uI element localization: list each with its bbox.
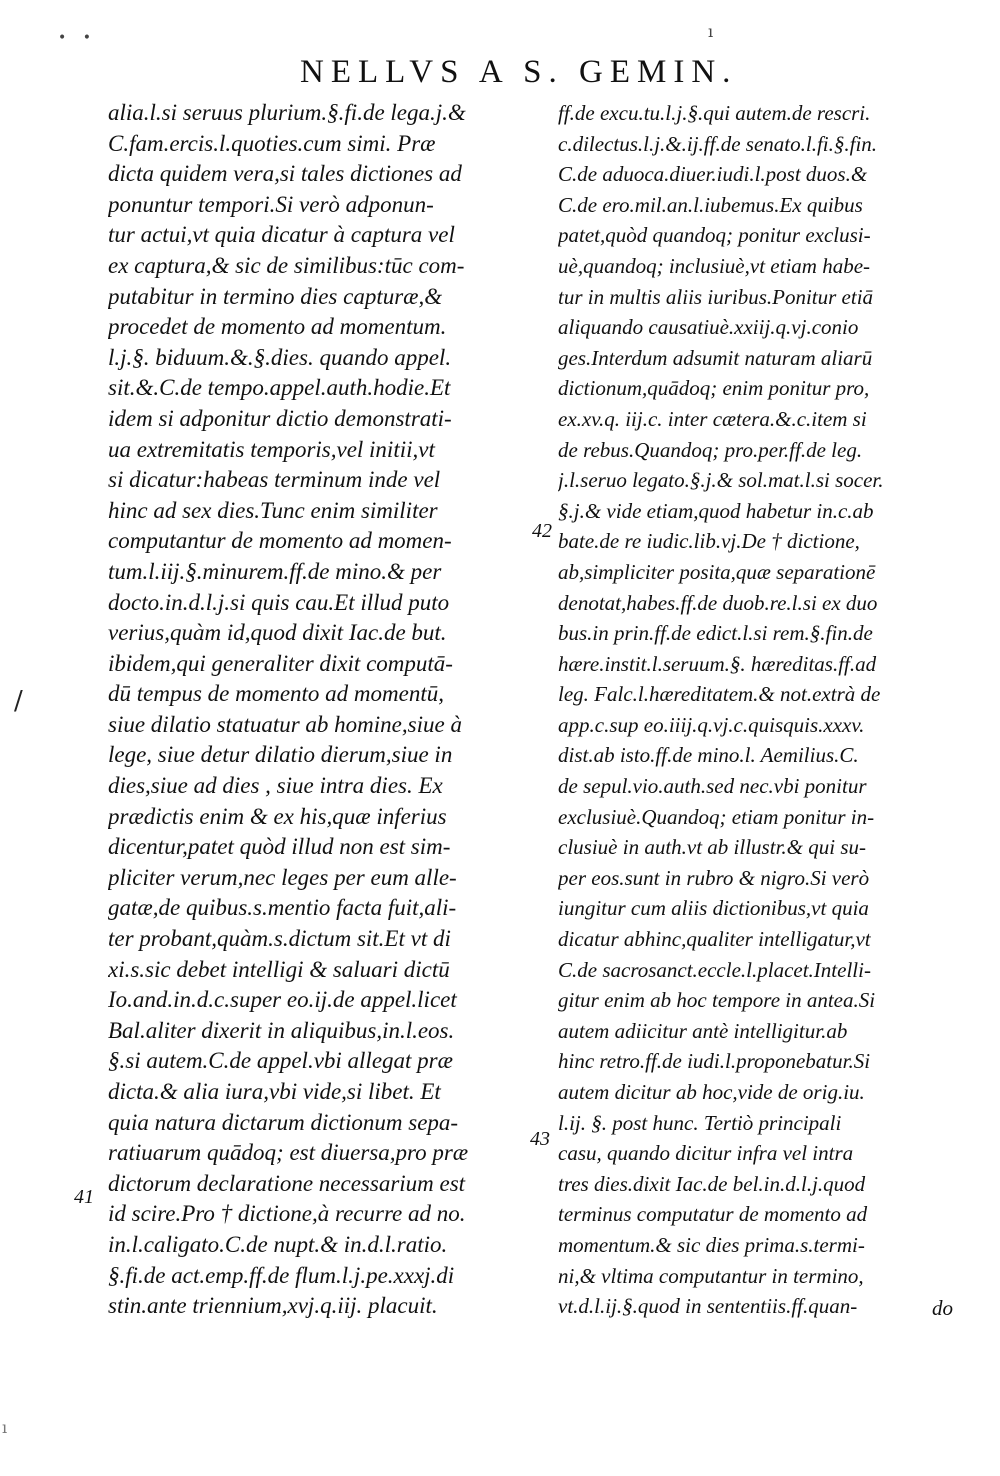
text-line: leg. Falc.l.hæreditatem.& not.extrà de (558, 682, 881, 707)
text-line: ter probant,quàm.s.dictum sit.Et vt di (108, 926, 451, 952)
text-line: hære.instit.l.seruum.§. hæreditas.ff.ad (558, 651, 877, 676)
running-head: NELLVS A S. GEMIN. (300, 54, 738, 90)
text-line: docto.in.d.l.j.si quis cau.Et illud puto (108, 589, 450, 615)
text-line: verius,quàm id,quod dixit Iac.de but. (108, 620, 447, 646)
text-line: exclusiuè.Quandoq; etiam ponitur in- (558, 804, 875, 829)
text-line: tres dies.dixit Iac.de bel.in.d.l.j.quod (558, 1171, 866, 1196)
right-column (558, 98, 960, 1322)
text-line: C.de sacrosanct.eccle.l.placet.Intelli- (558, 957, 871, 982)
corner-specks: • • (58, 30, 97, 46)
text-line: app.c.sup eo.iiij.q.vj.c.quisquis.xxxv. (558, 712, 865, 737)
text-line: gatæ,de quibus.s.mentio facta fuit,ali- (108, 895, 457, 921)
text-line: denotat,habes.ff.de duob.re.l.si ex duo (558, 590, 878, 615)
text-line: gitur enim ab hoc tempore in antea.Si (558, 988, 876, 1013)
text-line: alia.l.si seruus plurium.§.fi.de lega.j.& (108, 100, 466, 125)
text-line: ff.de excu.tu.l.j.§.qui autem.de rescri. (558, 101, 871, 125)
text-line: de sepul.vio.auth.sed nec.vbi ponitur (558, 774, 867, 799)
text-line: vt.d.l.ij.§.quod in sententiis.ff.quan- (558, 1294, 858, 1319)
text-line: xi.s.sic debet intelligi & saluari dictū (108, 956, 450, 982)
text-line: l.j.§. biduum.&.§.dies. quando appel. (108, 344, 452, 370)
text-line: C.fam.ercis.l.quoties.cum simi. Præ (108, 130, 436, 156)
text-line: autem dicitur ab hoc,vide de orig.iu. (558, 1080, 865, 1104)
text-line: dictorum declaratione necessarium est (108, 1170, 466, 1196)
text-line: hinc retro.ff.de iudi.l.proponebatur.Si (558, 1049, 871, 1074)
text-line: pliciter verum,nec leges per eum alle- (108, 864, 457, 890)
text-line: dū tempus de momento ad momentū, (108, 681, 445, 707)
text-line: §.si autem.C.de appel.vbi allegat præ (108, 1048, 453, 1074)
catchword: do (932, 1296, 953, 1320)
text-line: Bal.aliter dixerit in aliquibus,in.l.eos. (108, 1017, 455, 1043)
text-line: de rebus.Quandoq; pro.per.ff.de leg. (558, 437, 863, 462)
text-line: bus.in prin.ff.de edict.l.si rem.§.fin.de (558, 621, 873, 646)
folio-mark: ı (708, 22, 714, 41)
text-line: j.l.seruo legato.§.j.& sol.mat.l.si socer. (558, 468, 884, 493)
text-line: ni,& vltima computantur in termino, (558, 1263, 864, 1288)
text-line: hinc ad sex dies.Tunc enim similiter (108, 497, 438, 523)
text-line: dies,siue ad dies , siue intra dies. Ex (108, 773, 443, 799)
margin-tick-mark: / (14, 686, 23, 716)
text-line: patet,quòd quandoq; ponitur exclusi- (558, 223, 871, 248)
text-line: siue dilatio statuatur ab homine,siue à (108, 711, 462, 737)
text-line: dicta.& alia iura,vbi vide,si libet. Et (108, 1079, 441, 1104)
marginal-note-41: 41 (74, 1186, 94, 1208)
text-line: tur actui,vt quia dicatur à captura vel (108, 222, 455, 248)
text-line: ibidem,qui generaliter dixit computā- (108, 650, 453, 676)
bottom-edge-mark: ı (2, 1418, 8, 1437)
text-line: procedet de momento ad momentum. (108, 314, 447, 340)
text-line: dicentur,patet quòd illud non est sim- (108, 834, 451, 860)
text-line: uè,quandoq; inclusiuè,vt etiam habe- (558, 253, 871, 278)
left-column (108, 98, 528, 1322)
text-line: momentum.& sic dies prima.s.termi- (558, 1232, 865, 1257)
text-line: C.de ero.mil.an.l.iubemus.Ex quibus (558, 192, 863, 217)
text-line: ex captura,& sic de similibus:tūc com- (108, 252, 465, 278)
text-line: terminus computatur de momento ad (558, 1202, 868, 1227)
text-line: putabitur in termino dies capturæ,& (108, 283, 443, 309)
text-line: Io.and.in.d.c.super eo.ij.de appel.licet (108, 987, 457, 1013)
text-line: tum.l.iij.§.minurem.ff.de mino.& per (108, 558, 442, 584)
text-line: per eos.sunt in rubro & nigro.Si verò (558, 865, 870, 890)
text-line: casu, quando dicitur infra vel intra (558, 1141, 854, 1166)
text-line: ges.Interdum adsumit naturam aliarū (558, 345, 873, 370)
text-line: idem si adponitur dictio demonstrati- (108, 405, 452, 431)
text-line: ab,simpliciter posita,quæ separationē (558, 559, 876, 584)
marginal-note-42: 42 (532, 520, 552, 542)
text-line: l.ij. §. post hunc. Tertiò principali (558, 1110, 842, 1135)
text-line: clusiuè in auth.vt ab illustr.& qui su- (558, 835, 866, 860)
text-line: tur in multis aliis iuribus.Ponitur etiā (558, 284, 874, 309)
text-line: aliquando causatiuè.xxiij.q.vj.conio (558, 315, 859, 340)
text-line: dicatur abhinc,qualiter intelligatur,vt (558, 927, 871, 952)
text-line: id scire.Pro † dictione,à recurre ad no. (108, 1201, 466, 1227)
marginal-note-43: 43 (530, 1128, 550, 1150)
text-line: iungitur cum aliis dictionibus,vt quia (558, 896, 869, 921)
text-line: bate.de re iudic.lib.vj.De † dictione, (558, 529, 860, 554)
text-line: quia natura dictarum dictionum sepa- (108, 1109, 459, 1135)
text-line: dicta quidem vera,si tales dictiones ad (108, 161, 462, 187)
text-line: si dicatur:habeas terminum inde vel (108, 467, 441, 493)
text-line: c.dilectus.l.j.&.ij.ff.de senato.l.fi.§.fin. (558, 131, 878, 156)
text-line: ua extremitatis temporis,vel initii,vt (108, 436, 435, 462)
text-line: §.fi.de act.emp.ff.de flum.l.j.pe.xxxj.di (108, 1262, 455, 1288)
text-line: ex.xv.q. iij.c. inter cætera.&.c.item si (558, 406, 867, 431)
text-line: lege, siue detur dilatio dierum,siue in (108, 742, 453, 768)
text-line: computantur de momento ad momen- (108, 528, 452, 554)
text-line: sit.&.C.de tempo.appel.auth.hodie.Et (108, 375, 451, 401)
text-line: ratiuarum quādoq; est diuersa,pro præ (108, 1140, 469, 1166)
text-line: §.j.& vide etiam,quod habetur in.c.ab (558, 498, 874, 523)
text-line: in.l.caligato.C.de nupt.& in.d.l.ratio. (108, 1231, 448, 1257)
text-line: prædictis enim & ex his,quæ inferius (108, 803, 447, 829)
text-line: dist.ab isto.ff.de mino.l. Aemilius.C. (558, 743, 859, 768)
text-line: autem adiicitur antè intelligitur.ab (558, 1018, 848, 1043)
text-line: stin.ante triennium,xvj.q.iij. placuit. (108, 1293, 438, 1319)
text-line: dictionum,quādoq; enim ponitur pro, (558, 376, 870, 401)
text-line: C.de aduoca.diuer.iudi.l.post duos.& (558, 162, 868, 187)
text-line: ponuntur tempori.Si verò adponun- (108, 191, 434, 217)
